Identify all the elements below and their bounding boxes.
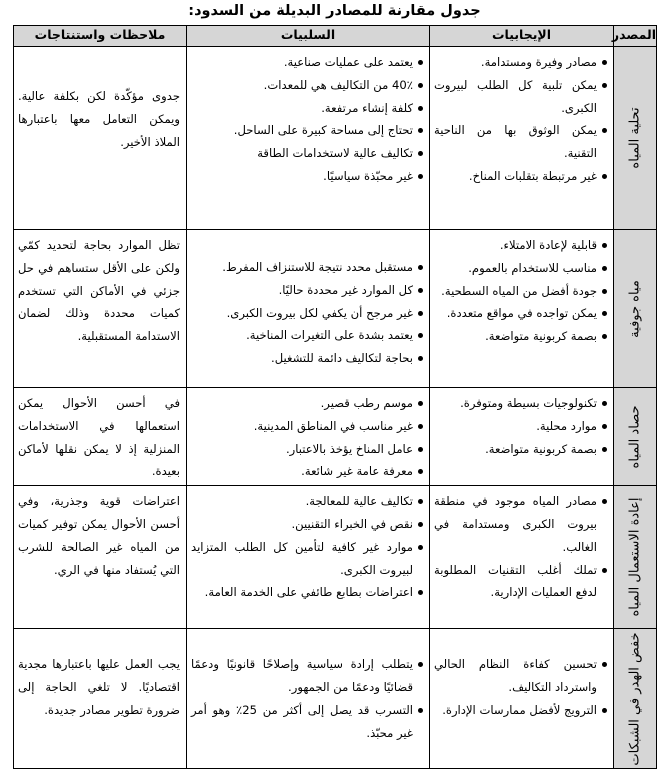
table-row <box>14 388 657 486</box>
source-label: تحلية المياه <box>627 107 643 169</box>
cons-cell <box>187 47 430 230</box>
list-item: اعتراضات بطابع طائفي على الخدمة العامة. <box>191 581 424 604</box>
notes-cell <box>14 388 187 486</box>
header-notes: ملاحظات واستنتاجات <box>14 26 187 47</box>
source-label: مياه جوفية <box>627 279 643 338</box>
list-item: بحاجة لتكاليف دائمة للتشغيل. <box>191 347 424 370</box>
source-cell <box>614 230 657 388</box>
notes-text: تظل الموارد بحاجة لتحديد كمّي ولكن على الأقل ستساهم في حل جزئي في الأماكن التي تستخدم كميات محددة وذلك لضمان الاستدامة المستقبلية. <box>18 238 180 344</box>
cons-cell <box>187 486 430 629</box>
list-item: كل الموارد غير محددة حاليًا. <box>191 279 424 302</box>
list-item: موارد محلية. <box>434 415 608 438</box>
table-row <box>14 629 657 769</box>
pros-cell <box>430 230 614 388</box>
list-item: غير محبّذة سياسيًا. <box>191 165 424 188</box>
list-item: 40٪ من التكاليف هي للمعدات. <box>191 74 424 97</box>
list-item: الترويج لأفضل ممارسات الإدارة. <box>434 699 608 722</box>
cons-cell <box>187 629 430 769</box>
cons-cell <box>187 230 430 388</box>
cons-cell <box>187 388 430 486</box>
list-item: غير مرجح أن يكفي لكل بيروت الكبرى. <box>191 302 424 325</box>
notes-cell <box>14 230 187 388</box>
list-item: تكاليف عالية لاستخدامات الطاقة <box>191 142 424 165</box>
list-item: تكاليف عالية للمعالجة. <box>191 490 424 513</box>
list-item: غير مناسب في المناطق المدينية. <box>191 415 424 438</box>
document-title: جدول مقارنة للمصادر البديلة من السدود: <box>188 3 481 19</box>
list-item: غير مرتبطة بتقلبات المناخ. <box>434 165 608 188</box>
list-item: معرفة عامة غير شائعة. <box>191 460 424 483</box>
list-item: مصادر المياه موجود في منطقة بيروت الكبرى ومستدامة في الغالب. <box>434 490 608 558</box>
list-item: عامل المناخ يؤخذ بالاعتبار. <box>191 438 424 461</box>
notes-cell <box>14 629 187 769</box>
list-item: يمكن تواجده في مواقع متعددة. <box>434 302 608 325</box>
list-item: مستقبل محدد نتيجة للاستنزاف المفرط. <box>191 256 424 279</box>
list-item: موارد غير كافية لتأمين كل الطلب المتزايد لبيروت الكبرى. <box>191 536 424 582</box>
table-row <box>14 47 657 230</box>
list-item: مصادر وفيرة ومستدامة. <box>434 51 608 74</box>
table-row <box>14 230 657 388</box>
notes-text: يجب العمل عليها باعتبارها مجدية اقتصاديًا. لا تلغي الحاجة إلى ضرورة تطوير مصادر جديدة. <box>18 657 180 717</box>
header-row <box>14 26 657 47</box>
source-label: إعادة الاستعمال المياه <box>627 497 643 617</box>
list-item: يمكن الوثوق بها من الناحية التقنية. <box>434 119 608 165</box>
comparison-table <box>13 25 657 769</box>
pros-cell <box>430 486 614 629</box>
list-item: موسم رطب قصير. <box>191 392 424 415</box>
list-item: بصمة كربونية متواضعة. <box>434 438 608 461</box>
header-source: المصدر <box>614 26 657 47</box>
source-cell <box>614 486 657 629</box>
source-cell <box>614 388 657 486</box>
list-item: قابلية لإعادة الامتلاء. <box>434 234 608 257</box>
list-item: تملك أغلب التقنيات المطلوبة لدفع العمليات الإدارية. <box>434 559 608 605</box>
notes-cell <box>14 486 187 629</box>
list-item: مناسب للاستخدام بالعموم. <box>434 257 608 280</box>
notes-text: جدوى مؤكّدة لكن بكلفة عالية. ويمكن التعامل معها باعتبارها الملاذ الأخير. <box>18 89 180 149</box>
list-item: كلفة إنشاء مرتفعة. <box>191 97 424 120</box>
pros-cell <box>430 47 614 230</box>
list-item: نقص في الخبراء التقنيين. <box>191 513 424 536</box>
pros-cell <box>430 629 614 769</box>
header-pros: الإيجابيات <box>430 26 614 47</box>
list-item: يعتمد بشدة على التغيرات المناخية. <box>191 324 424 347</box>
list-item: يمكن تلبية كل الطلب لبيروت الكبرى. <box>434 74 608 120</box>
notes-cell <box>14 47 187 230</box>
list-item: تحتاج إلى مساحة كبيرة على الساحل. <box>191 119 424 142</box>
list-item: تكنولوجيات بسيطة ومتوفرة. <box>434 392 608 415</box>
notes-text: اعتراضات قوية وجذرية، وفي أحسن الأحوال يمكن توفير كميات من المياه غير الصالحة للشرب التي يُستفاد منها في الري. <box>18 494 180 577</box>
header-cons: السلبيات <box>187 26 430 47</box>
list-item: يعتمد على عمليات صناعية. <box>191 51 424 74</box>
list-item: بصمة كربونية متواضعة. <box>434 325 608 348</box>
source-cell <box>614 629 657 769</box>
table-row <box>14 486 657 629</box>
notes-text: في أحسن الأحوال يمكن استعمالها في الاستخدامات المنزلية إذ لا يمكن نقلها لأماكن بعيدة. <box>18 396 180 479</box>
pros-cell <box>430 388 614 486</box>
list-item: التسرب قد يصل إلى أكثر من 25٪ وهو أمر غير محبّذ. <box>191 699 424 745</box>
list-item: تحسين كفاءة النظام الحالي واسترداد التكاليف. <box>434 653 608 699</box>
list-item: جودة أفضل من المياه السطحية. <box>434 280 608 303</box>
source-label: خفض الهدر في الشبكات <box>627 632 643 766</box>
source-label: حصاد المياه <box>627 405 643 469</box>
source-cell <box>614 47 657 230</box>
list-item: يتطلب إرادة سياسية وإصلاحًا قانونيًا ودعمًا قضائيًا ودعمًا من الجمهور. <box>191 653 424 699</box>
